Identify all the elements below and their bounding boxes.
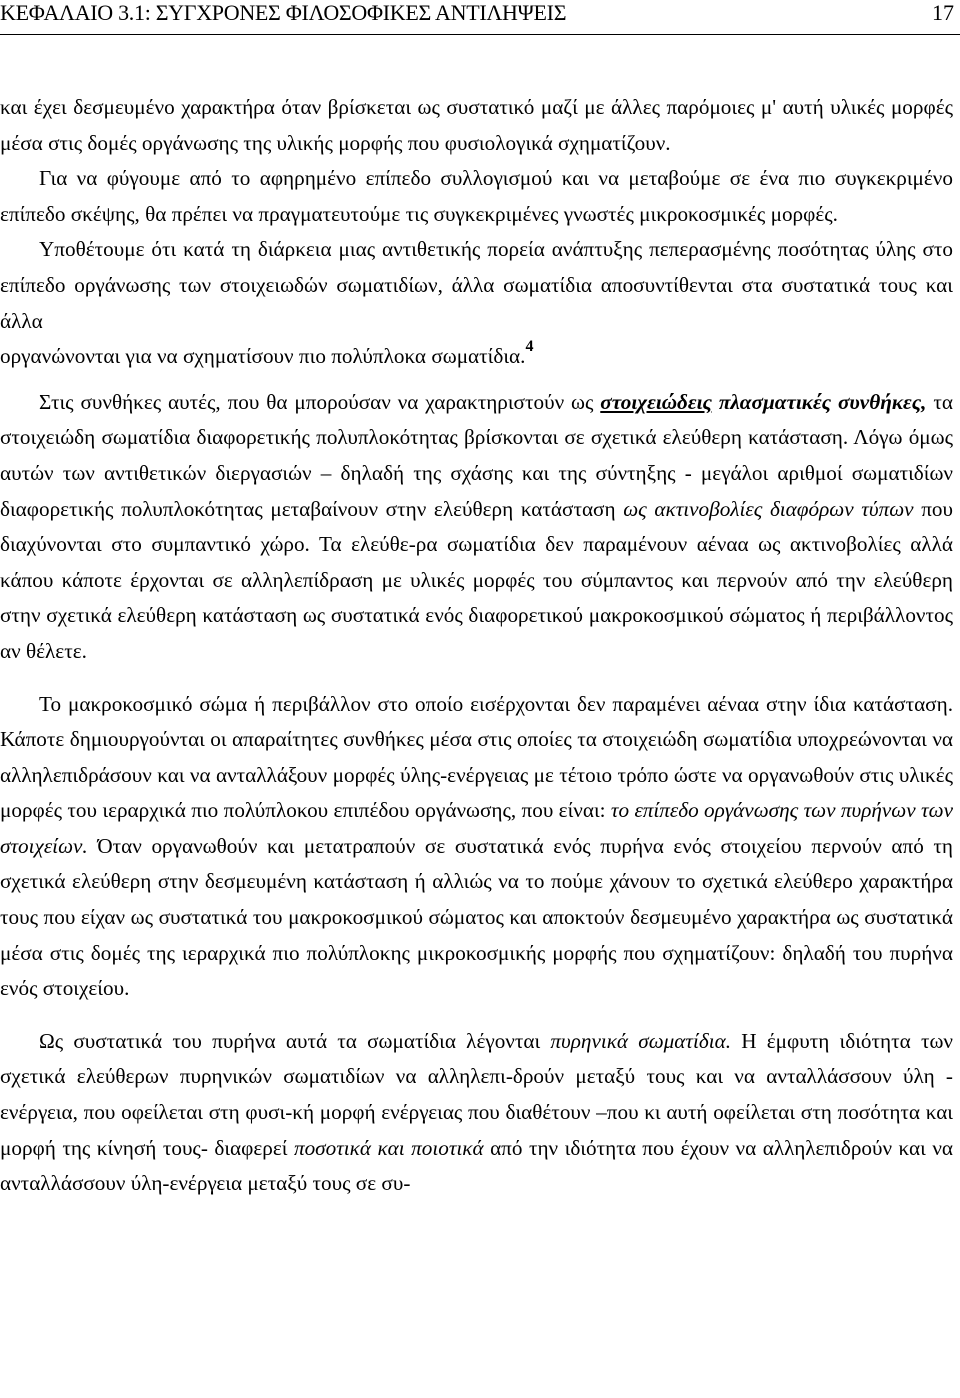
paragraph-2	[0, 161, 953, 232]
paragraph-3-text: Υποθέτουμε ότι κατά τη διάρκεια μιας αντιθετικής πορεία ανάπτυξης πεπερασμένης ποσότητας ύλης στο επίπεδο οργάνωσης των στοιχειωδών σωματιδίων, άλλα σωματίδια αποσυντίθενται στα συστατικά τους και άλλα	[0, 237, 953, 333]
paragraph-6	[0, 1024, 953, 1202]
paragraph-6-text-b: Η έμφυτη ιδιότητα των σχετικά ελεύθερων πυρηνικών σωματιδίων να αλληλεπι-δρούν μεταξύ τους και να ανταλλάσσουν ύλη - ενέργεια, που οφείλεται στη φυσι-κή μορφή ενέργειας που διαθέτουν –που κι αυτή οφείλεται στη ποσότητα και μορφή της κίνησή τους- διαφερεί	[0, 1028, 953, 1160]
emphasis-radiation-types: ως ακτινοβολίες διαφόρων τύπων	[623, 496, 914, 521]
chapter-title: ΚΕΦΑΛΑΙΟ 3.1: ΣΥΓΧΡΟΝΕΣ ΦΙΛΟΣΟΦΙΚΕΣ ΑΝΤΙΛΗΨΕΙΣ	[0, 0, 567, 25]
paragraph-6-text-a: Ως συστατικά του πυρήνα αυτά τα σωματίδια λέγονται	[39, 1028, 551, 1053]
running-header	[0, 0, 960, 35]
emphasis-nuclei-level: το επίπεδο οργάνωσης των πυρήνων των στοιχείων.	[0, 798, 953, 858]
paragraph-5-text-a: Το μακροκοσμικό σώμα ή περιβάλλον στο οποίο εισέρχονται δεν παραμένει αέναα στην ίδια κατάσταση. Κάποτε δημιουργούνται οι απαραίτητες συνθήκες μέσα στις οποίες τα στοιχειώδη σωματίδια υποχρεώνονται να αλληλεπιδράσουν και να ανταλλάξουν μορφές ύλης-ενέργειας με τέτοιο τρόπο ώστε να οργανωθούν στις υλικές μορφές του ιεραρχικά πιο πολύπλοκου επιπέδου οργάνωσης, που είναι:	[0, 691, 953, 823]
page-body	[0, 90, 953, 1202]
paragraph-1	[0, 90, 953, 161]
paragraph-6-text-c: από την ιδιότητα που έχουν να αλληλεπιδρούν και να ανταλλάσσουν ύλη-ενέργεια μεταξύ τους σε συ-	[0, 1135, 954, 1196]
emphasis-nuclear-particles: πυρηνικά σωματίδια.	[550, 1028, 732, 1053]
paragraph-1-text: και έχει δεσμευμένο χαρακτήρα όταν βρίσκεται ως συστατικό μαζί με άλλες παρόμοιες μ' αυτή υλικές μορφές μέσα στις δομές οργάνωσης της υλικής μορφής που φυσιολογικά σχηματίζουν.	[0, 95, 953, 155]
page-number: 17	[932, 0, 954, 25]
term-elementary: στοιχειώδεις	[600, 389, 712, 414]
paragraph-4-text-c: που διαχύνονται στο συμπαντικό χώρο. Τα ελεύθε-ρα σωματίδια δεν παραμένουν αέναα ως ακτινοβολίες αλλά κάπου κάποτε έρχονται σε αλληλεπίδραση με υλικές μορφές του σύμπαντος και περνούν από την ελεύθερη στην σχετικά ελεύθερη κατάσταση ως συστατικά ενός διαφορετικού μακροκοσμικού σώματος ή περιβάλλοντος αν θέλετε.	[0, 496, 953, 663]
paragraph-4	[0, 385, 953, 670]
paragraph-4-text-b: τα στοιχειώδη σωματίδια διαφορετικής πολυπλοκότητας βρίσκονται σε σχετικά ελεύθερη κατάσταση. Λόγω όμως αυτών των αντιθετικών διεργασιών – δηλαδή της σχάσης και της σύντηξης - μεγάλοι αριθμοί σωματιδίων διαφορετικής πολυπλοκότητας μεταβαίνουν στην ελεύθερη κατάσταση	[0, 389, 953, 521]
paragraph-5-text-b: Όταν οργανωθούν και μετατραπούν σε συστατικά ενός πυρήνα ενός στοιχείου περνούν από τη σχετικά ελεύθερη στην δεσμευμένη κατάσταση ή αλλιώς να το πούμε χάνουν το σχετικά ελεύθερο χαρακτήρα τους που είχαν ως συστατικά του μακροκοσμικού σώματος και αποκτούν δεσμευμένο χαρακτήρα ως συστατικά μέσα στις δομές της ιεραρχικά πιο πολύπλοκης μικροκοσμικής μορφής που σχηματίζουν: δηλαδή του πυρήνα ενός στοιχείου.	[0, 833, 953, 1001]
paragraph-2-text: Για να φύγουμε από το αφηρημένο επίπεδο συλλογισμού και να μεταβούμε σε ένα πιο συγκεκριμένο επίπεδο σκέψης, θα πρέπει να πραγματευτούμε τις συγκεκριμένες γνωστές μικροκοσμικές μορφές.	[0, 166, 953, 226]
paragraph-3	[0, 232, 953, 376]
term-plasma-conditions: πλασματικές συνθήκες,	[718, 389, 927, 414]
footnote-marker[interactable]: 4	[525, 338, 534, 356]
paragraph-3-last-line: οργανώνονται για να σχηματίσουν πιο πολύπλοκα σωματίδια.	[0, 344, 526, 369]
emphasis-quantitative-qualitative: ποσοτικά και ποιοτικά	[293, 1135, 484, 1160]
paragraph-5	[0, 687, 953, 1007]
paragraph-4-text-a: Στις συνθήκες αυτές, που θα μπορούσαν να χαρακτηριστούν ως	[39, 389, 601, 414]
